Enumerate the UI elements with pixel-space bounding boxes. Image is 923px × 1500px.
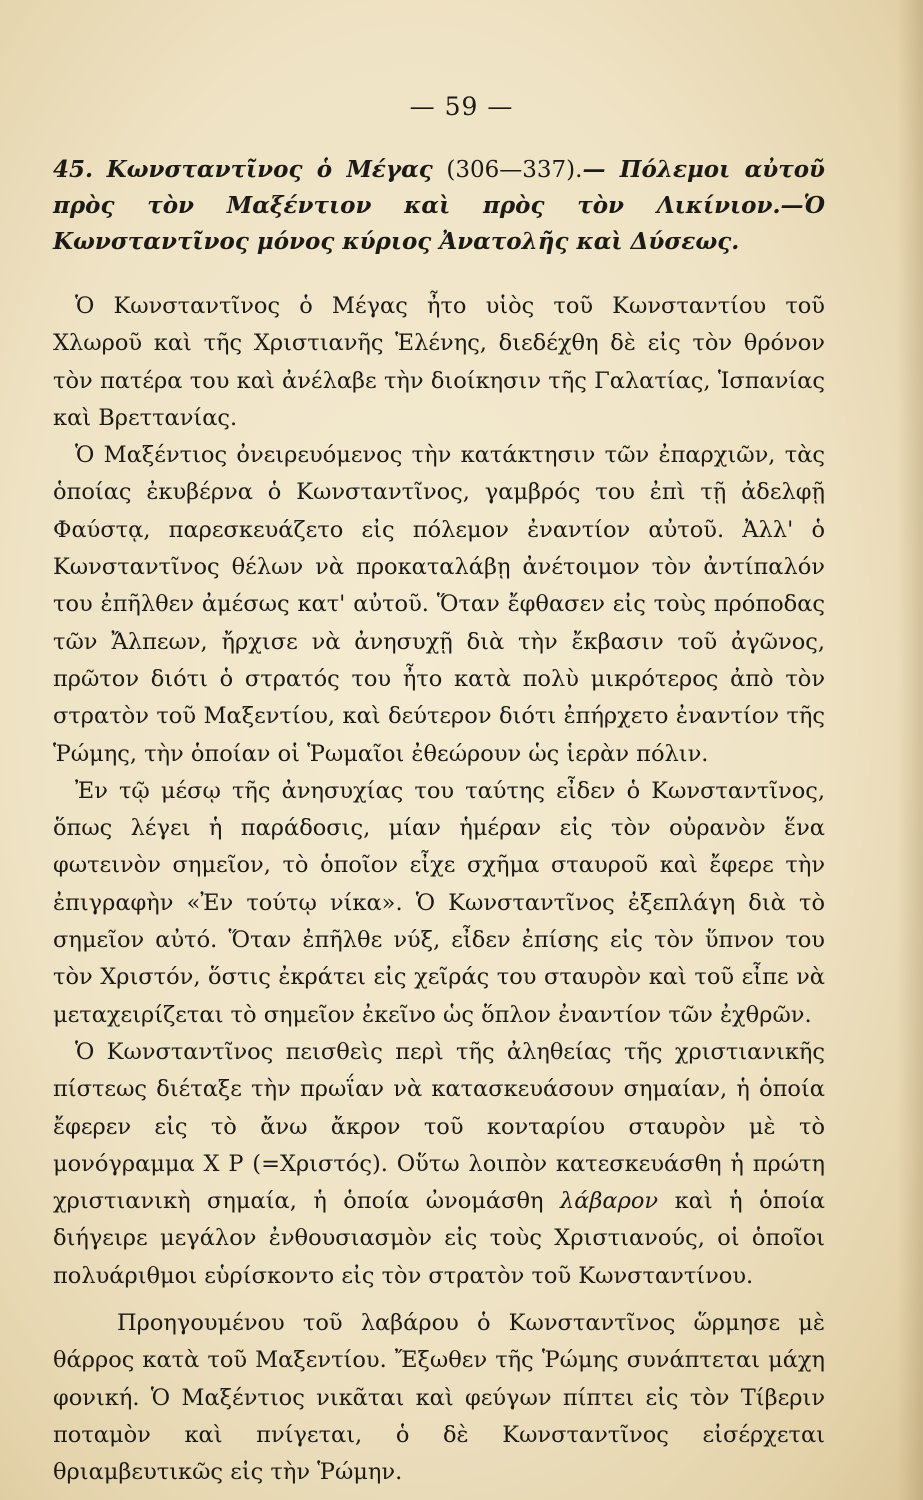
paragraph-5: Προηγουμένου τοῦ λαβάρου ὁ Κωνσταντῖνος ὥρμησε μὲ θάρρος κατὰ τοῦ Μαξεντίου. Ἔξωθεν τῆς Ῥώμης συνάπτεται μάχη φονική. Ὁ Μαξέντιος νικᾶται καὶ φεύγων πίπτει εἰς τὸν Τίβεριν ποταμὸν καὶ πνίγεται, ὁ δὲ Κωνσταντῖνος εἰσέρχεται θριαμβευτικῶς εἰς τὴν Ῥώμην. [53,1310,825,1486]
paragraph-4 [53,1034,825,1295]
section-dates: (306—337). [446,157,583,183]
page-edge-shadow [897,0,923,1500]
paragraph-4-text: Ὁ Κωνσταντῖνος πεισθεὶς περὶ τῆς ἀληθείας τῆς χριστιανικῆς πίστεως διέταξε τὴν πρωΐαν νὰ κατασκευάσουν σημαίαν, ἡ ὁποία ἔφερεν εἰς τὸ ἄνω ἄκρον τοῦ κονταρίου σταυρὸν μὲ τὸ μονόγραμμα Χ Ρ (=Χριστός). Οὕτω λοιπὸν κατεσκευάσθη ἡ πρώτη χριστιανικὴ σημαία, ἡ ὁποία ὠνομάσθη [53,1038,825,1215]
paragraph-1: Ὁ Κωνσταντῖνος ὁ Μέγας ἦτο υἱὸς τοῦ Κωνσταντίου τοῦ Χλωροῦ καὶ τῆς Χριστιανῆς Ἑλένης, διεδέχθη δὲ εἰς τὸν θρόνον τὸν πατέρα του καὶ ἀνέλαβε τὴν διοίκησιν τῆς Γαλατίας, Ἱσπανίας καὶ Βρεττανίας. [53,293,825,431]
paragraph-3: Ἐν τῷ μέσῳ τῆς ἀνησυχίας του ταύτης εἶδεν ὁ Κωνσταντῖνος, ὅπως λέγει ἡ παράδοσις, μίαν ἡμέραν εἰς τὸν οὐρανὸν ἕνα φωτεινὸν σημεῖον, τὸ ὁποῖον εἶχε σχῆμα σταυροῦ καὶ ἔφερε τὴν ἐπιγραφὴν «Ἐν τούτῳ νίκα». Ὁ Κωνσταντῖνος ἐξεπλάγη διὰ τὸ σημεῖον αὐτό. Ὅταν ἐπῆλθε νύξ, εἶδεν ἐπίσης εἰς τὸν ὕπνον του τὸν Χριστόν, ὅστις ἐκράτει εἰς χεῖράς του σταυρὸν καὶ τοῦ εἶπε νὰ μεταχειρίζεται τὸ σημεῖον ἐκεῖνο ὡς ὅπλον ἐναντίον τῶν ἐχθρῶν. [53,777,825,1028]
paragraph-4-italic: λάβαρον [559,1188,659,1215]
page-number: — 59 — [409,92,514,121]
paragraph-4-after: καὶ ἡ ὁποία διήγειρε μεγάλον ἐνθουσιασμὸν εἰς τοὺς Χριστιανούς, οἱ ὁποῖοι πολυάριθμοι εὑρίσκοντο εἰς τὸν στρατὸν τοῦ Κωνσταντίνου. [53,1188,826,1289]
body-text [53,288,825,1492]
section-heading [53,152,825,260]
paragraph-2: Ὁ Μαξέντιος ὀνειρευόμενος τὴν κατάκτησιν τῶν ἐπαρχιῶν, τὰς ὁποίας ἐκυβέρνα ὁ Κωνσταντῖνος, γαμβρός του ἐπὶ τῇ ἀδελφῇ Φαύστᾳ, παρεσκευάζετο εἰς πόλεμον ἐναντίον αὐτοῦ. Ἀλλ' ὁ Κωνσταντῖνος θέλων νὰ προκαταλάβῃ ἀνέτοιμον τὸν ἀντίπαλόν του ἐπῆλθεν ἀμέσως κατ' αὐτοῦ. Ὅταν ἔφθασεν εἰς τοὺς πρόποδας τῶν Ἄλπεων, ἤρχισε νὰ ἀνησυχῇ διὰ τὴν ἔκβασιν τοῦ ἀγῶνος, πρῶτον διότι ὁ στρατός του ἦτο κατὰ πολὺ μικρότερος ἀπὸ τὸν στρατὸν τοῦ Μαξεντίου, καὶ δεύτερον διότι ἐπήρχετο ἐναντίον τῆς Ῥώμης, τὴν ὁποίαν οἱ Ῥωμαῖοι ἐθεώρουν ὡς ἱερὰν πόλιν. [53,442,825,767]
section-number: 45. [53,156,94,183]
text-block [53,152,825,1492]
section-name: Κωνσταντῖνος ὁ Μέγας [106,156,433,183]
section-subtitle: — Πόλεμοι αὐτοῦ πρὸς τὸν Μαξέντιον καὶ πρὸς τὸν Λικίνιον.—Ὁ Κωνσταντῖνος μόνος κύριος Ἀνατολῆς καὶ Δύσεως. [53,156,826,255]
